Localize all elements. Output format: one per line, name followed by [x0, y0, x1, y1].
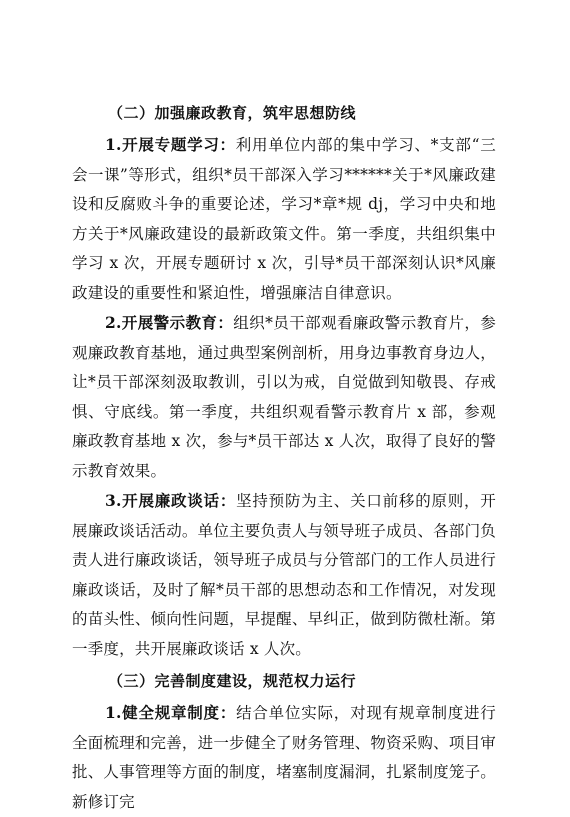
paragraph-warning-education — [72, 308, 496, 486]
paragraph-topic-study — [72, 130, 496, 308]
section-heading-2: （二）加强廉政教育，筑牢思想防线 — [108, 104, 357, 122]
paragraph-integrity-talk — [72, 486, 496, 664]
paragraph-text: 组织*员干部观看廉政警示教育片，参观廉政教育基地，通过典型案例剖析，用身边事教育身边人，让*员干部深刻汲取教训，引以为戒，自觉做到知敬畏、存戒惧、守底线。第一季度，共组织观看警示教育片 x 部，参观廉政教育基地 x 次，参与*员干部达 x 人次，取得了良好的警示教育效果。 — [72, 314, 497, 480]
paragraph-lead: 3.开展廉政谈话： — [105, 491, 237, 510]
paragraph-rules-system — [72, 698, 496, 817]
paragraph-text: 利用单位内部的集中学习、*支部“三会一课”等形式，组织*员干部深入学习******关于*风廉政建设和反腐败斗争的重要论述，学习*章*规 dj，学习中央和地方关于*风廉政建设的最新政策文件。第一季度，共组织集中学习 x 次，开展专题研讨 x 次，引导*员干部深刻认识*风廉政建设的重要性和紧迫性，增强廉洁自律意识。 — [72, 136, 496, 302]
section-heading-3: （三）完善制度建设，规范权力运行 — [108, 672, 357, 690]
document-page — [72, 96, 496, 817]
paragraph-lead: 2.开展警示教育： — [105, 313, 234, 332]
paragraph-lead: 1.开展专题学习： — [105, 135, 236, 154]
paragraph-text: 坚持预防为主、关口前移的原则，开展廉政谈话活动。单位主要负责人与领导班子成员、各部门负责人进行廉政谈话，领导班子成员与分管部门的工作人员进行廉政谈话，及时了解*员干部的思想动态和工作情况，对发现的苗头性、倾向性问题，早提醒、早纠正，做到防微杜渐。第一季度，共开展廉政谈话 x 人次。 — [72, 492, 497, 658]
paragraph-text: 结合单位实际，对现有规章制度进行全面梳理和完善，进一步健全了财务管理、物资采购、项目审批、人事管理等方面的制度，堵塞制度漏洞，扎紧制度笼子。新修订完 — [72, 704, 497, 811]
paragraph-lead: 1.健全规章制度： — [105, 703, 237, 722]
